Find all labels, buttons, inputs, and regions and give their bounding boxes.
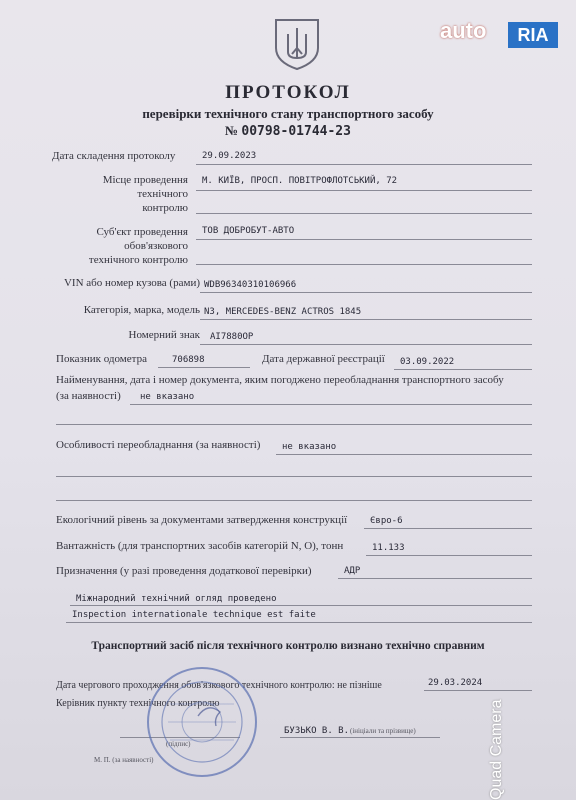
sign-caption: (підпис)	[166, 740, 191, 748]
official-stamp	[140, 664, 264, 782]
camera-watermark	[488, 650, 514, 800]
vin-label: VIN або номер кузова (рами)	[63, 277, 200, 289]
reg-date-value: 03.09.2022	[400, 357, 455, 367]
logo-auto-text: auto	[440, 18, 487, 43]
place-value: М. КИЇВ, ПРОСП. ПОВІТРОФЛОТСЬКИЙ, 72	[202, 176, 398, 186]
category-label: Категорія, марка, модель	[83, 304, 200, 316]
logo-ria-badge: RIA	[508, 22, 558, 48]
head-name: БУЗЬКО В. В.	[284, 726, 350, 736]
eco-label: Екологічний рівень за документами затвердження конструкції	[56, 514, 348, 526]
coat-of-arms-icon	[270, 14, 324, 72]
watermark-text: Quad Camera	[488, 699, 505, 800]
subject-label-3: технічного контролю	[88, 254, 188, 266]
odometer-label: Показник одометра	[56, 353, 147, 365]
doc-label-2: (за наявності)	[56, 390, 121, 402]
subject-label-2: обов'язкового	[124, 240, 188, 252]
doc-label-1: Найменування, дата і номер документа, яким погоджено переобладнання транспортного засобу	[56, 374, 504, 386]
purpose-label: Призначення (у разі проведення додаткової перевірки)	[56, 565, 312, 577]
doc-value: не вказано	[140, 392, 195, 402]
subject-value: ТОВ ДОБРОБУТ-АВТО	[202, 226, 295, 236]
verdict-text: Транспортний засіб після технічного контролю визнано технічно справним	[91, 640, 485, 652]
number-sign: №	[225, 123, 239, 138]
mp-label: М. П. (за наявності)	[94, 756, 154, 764]
date-label: Дата складення протоколу	[52, 150, 176, 162]
document-subtitle: перевірки технічного стану транспортного засобу	[142, 106, 434, 121]
name-caption: (ініціали та прізвище)	[350, 727, 416, 735]
number-value: 00798-01744-23	[241, 124, 351, 139]
category-value: N3, MERCEDES-BENZ ACTROS 1845	[204, 307, 362, 317]
load-label: Вантажність (для транспортних засобів категорій N, O), тонн	[56, 540, 344, 552]
head-label: Керівник пункту технічного контролю	[56, 698, 220, 709]
protocol-number	[0, 123, 576, 139]
vin-value: WDB96340310106966	[204, 280, 297, 290]
eco-value: Євро-6	[370, 516, 403, 526]
purpose-value: АДР	[344, 566, 361, 576]
odometer-value: 706898	[172, 355, 205, 365]
intl-line-2: Inspection internationale technique est faite	[72, 610, 316, 620]
document-title: ПРОТОКОЛ	[225, 82, 351, 103]
plate-value: AI7880OP	[210, 332, 254, 342]
reg-date-label: Дата державної реєстрації	[262, 353, 385, 365]
subject-label-1: Суб'єкт проведення	[96, 226, 188, 238]
place-label-1: Місце проведення	[102, 174, 188, 186]
features-value: не вказано	[282, 442, 337, 452]
intl-line-1: Міжнародний технічний огляд проведено	[76, 594, 277, 604]
autoria-logo[interactable]	[432, 12, 566, 52]
load-value: 11.133	[372, 543, 405, 553]
features-label: Особливості переобладнання (за наявності)	[56, 439, 261, 451]
next-inspection-value: 29.03.2024	[428, 678, 483, 688]
place-label-2: технічного	[137, 188, 188, 200]
next-inspection-label: Дата чергового проходження обов'язкового технічного контролю: не пізніше	[56, 680, 382, 691]
place-label-3: контролю	[142, 202, 188, 214]
date-value: 29.09.2023	[202, 151, 257, 161]
plate-label: Номерний знак	[128, 329, 200, 341]
